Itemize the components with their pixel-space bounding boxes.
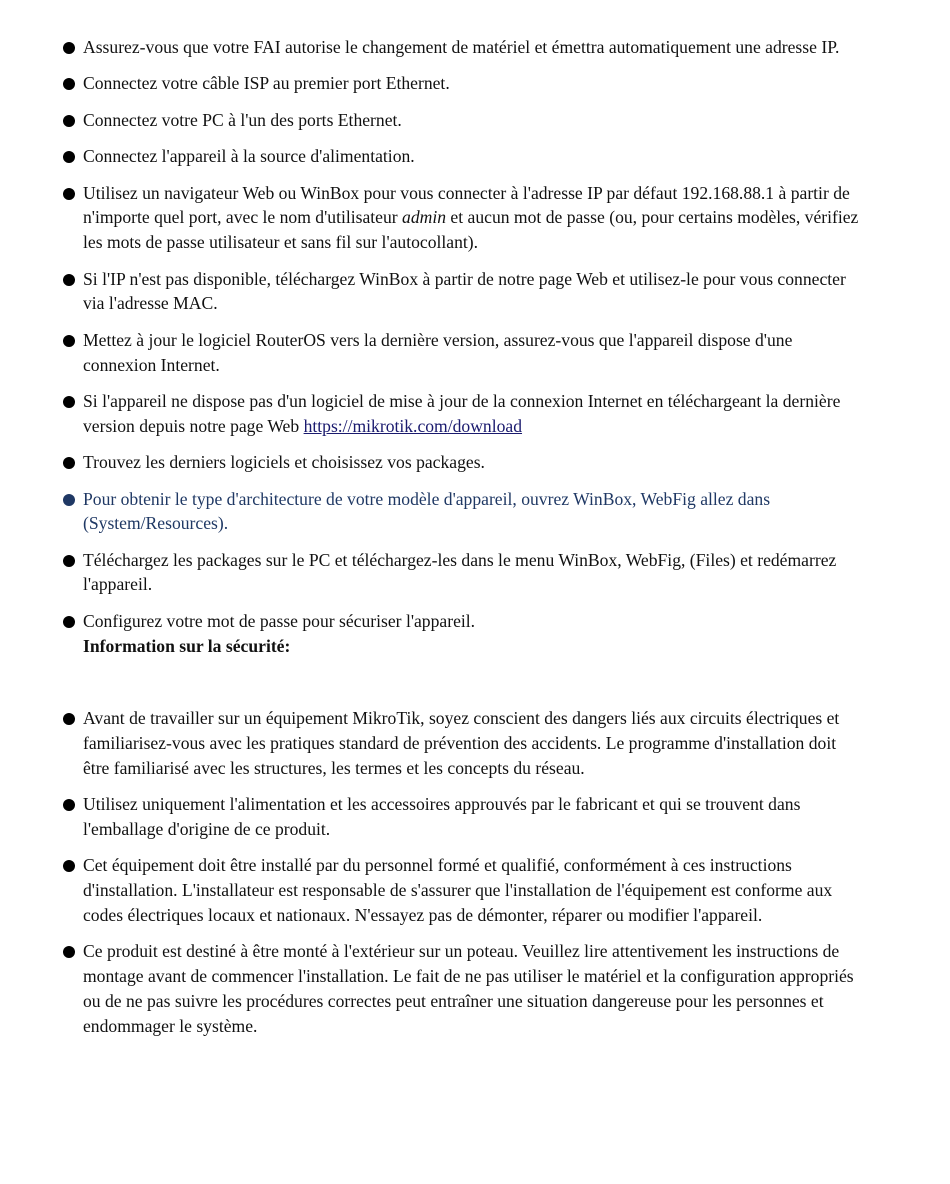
step-text: Configurez votre mot de passe pour sécuriser l'appareil. xyxy=(83,610,476,631)
setup-steps-list xyxy=(62,35,862,670)
list-item xyxy=(62,71,862,96)
list-item xyxy=(62,108,862,133)
safety-text: Ce produit est destiné à être monté à l'extérieur sur un poteau. Veuillez lire attentivement les instructions de montage avant de commencer l'installation. Le fait de ne pas utiliser le matériel et la configuration appropriés ou de ne pas suivre les procédures correctes peut entraîner une situation dangereuse pour les personnes et endommager le système. xyxy=(83,941,854,1036)
list-item xyxy=(62,939,862,1038)
step-text: Connectez votre câble ISP au premier port Ethernet. xyxy=(83,73,450,94)
step-text: Si l'IP n'est pas disponible, téléchargez WinBox à partir de notre page Web et utilisez-le pour vous connecter via l'adresse MAC. xyxy=(83,268,846,314)
list-item xyxy=(62,706,862,780)
step-text-part: et aucun mot de passe (ou, pour certains modèles, vérifiez les mots de passe utilisateur et sans fil sur l'autocollant). xyxy=(83,207,859,253)
step-text-part: Utilisez un navigateur Web ou WinBox pour vous connecter à l'adresse IP par défaut 192.168.88.1 à partir de n'importe quel port, avec le nom d'utilisateur xyxy=(83,182,850,228)
step-text-part: Si l'appareil ne dispose pas d'un logiciel de mise à jour de la connexion Internet en téléchargeant la dernière version depuis notre page Web xyxy=(83,390,841,436)
step-text: Connectez votre PC à l'un des ports Ethernet. xyxy=(83,109,402,130)
list-item xyxy=(62,487,862,537)
list-item xyxy=(62,144,862,169)
username-emphasis: admin xyxy=(402,207,447,228)
safety-info-list xyxy=(62,706,862,1050)
step-text: Téléchargez les packages sur le PC et téléchargez-les dans le menu WinBox, WebFig, (Files) et redémarrez l'appareil. xyxy=(83,549,837,595)
list-item xyxy=(62,450,862,475)
list-item xyxy=(62,609,862,659)
list-item xyxy=(62,792,862,842)
step-text: Mettez à jour le logiciel RouterOS vers la dernière version, assurez-vous que l'appareil dispose d'une connexion Internet. xyxy=(83,329,793,375)
download-link[interactable]: https://mikrotik.com/download xyxy=(303,415,523,436)
list-item xyxy=(62,853,862,927)
safety-text: Utilisez uniquement l'alimentation et les accessoires approuvés par le fabricant et qui se trouvent dans l'emballage d'origine de ce produit. xyxy=(83,793,801,839)
list-item xyxy=(62,328,862,378)
list-item xyxy=(62,267,862,317)
safety-text: Avant de travailler sur un équipement MikroTik, soyez conscient des dangers liés aux circuits électriques et familiarisez-vous avec les pratiques standard de prévention des accidents. Le programme d'installation doit être familiarisé avec les structures, les termes et les concepts du réseau. xyxy=(83,708,840,778)
step-text: Connectez l'appareil à la source d'alimentation. xyxy=(83,146,415,167)
safety-text: Cet équipement doit être installé par du personnel formé et qualifié, conformément à ces instructions d'installation. L'installateur est responsable de s'assurer que l'installation de l'équipement est conforme aux codes électriques locaux et nationaux. N'essayez pas de démonter, réparer ou modifier l'appareil. xyxy=(83,855,833,925)
step-text: Pour obtenir le type d'architecture de votre modèle d'appareil, ouvrez WinBox, WebFig allez dans (System/Resources). xyxy=(83,488,771,534)
list-item xyxy=(62,181,862,255)
safety-heading: Information sur la sécurité: xyxy=(83,635,291,656)
step-text: Trouvez les derniers logiciels et choisissez vos packages. xyxy=(83,452,485,473)
list-item xyxy=(62,389,862,439)
list-item xyxy=(62,548,862,598)
step-text: Assurez-vous que votre FAI autorise le changement de matériel et émettra automatiquement une adresse IP. xyxy=(83,37,840,57)
list-item xyxy=(62,35,862,60)
